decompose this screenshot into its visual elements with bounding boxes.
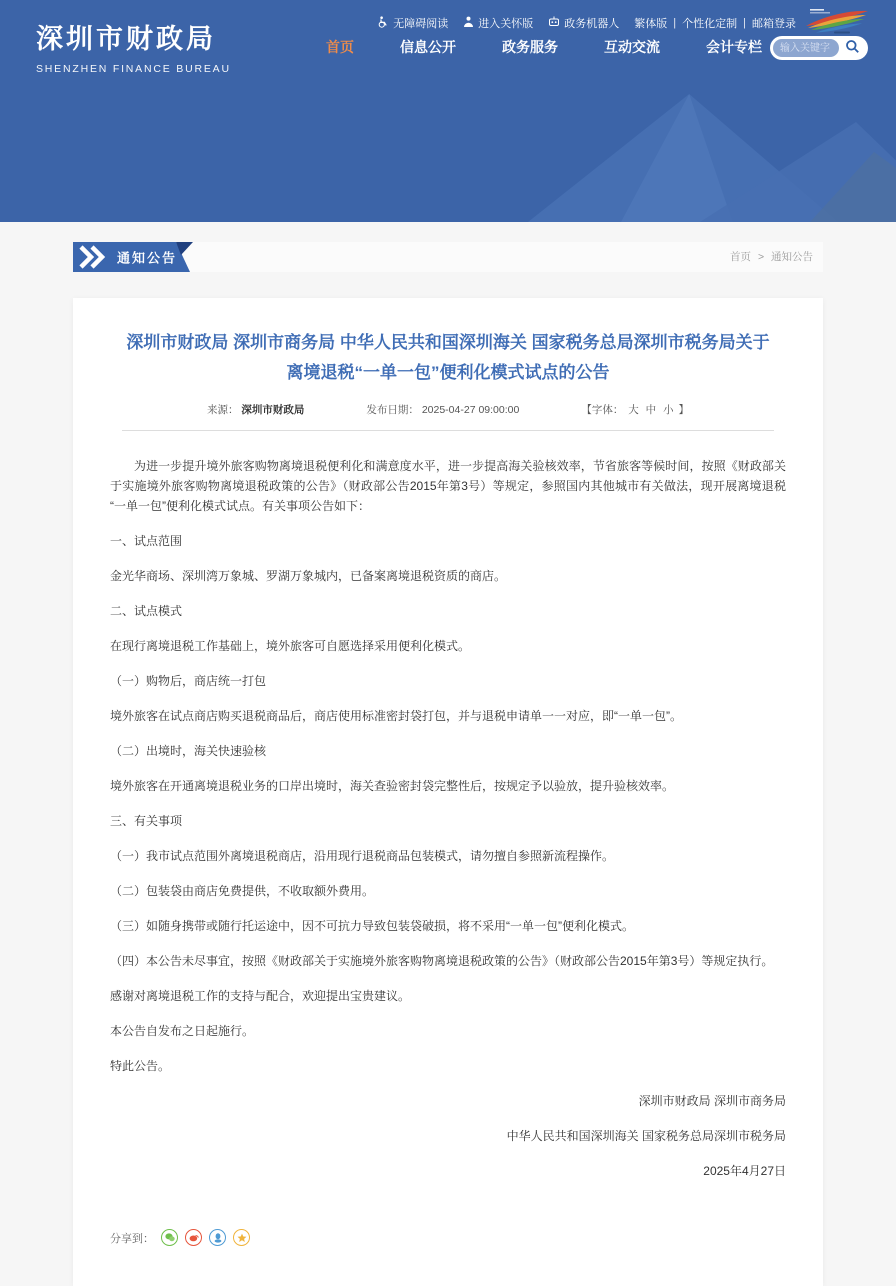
notice-banner-title: 通知公告: [117, 250, 178, 266]
paragraph: 一、试点范围: [110, 534, 183, 548]
search-icon: [845, 39, 860, 57]
robot-icon: [548, 16, 560, 31]
paragraph: 三、有关事项: [110, 814, 183, 828]
divider: |: [673, 17, 677, 29]
site-subtitle: SHENZHEN FINANCE BUREAU: [36, 63, 231, 75]
share-label: 分享到：: [110, 1232, 154, 1245]
nav-info-disclosure[interactable]: 信息公开: [400, 39, 456, 55]
signature-date: 2025年4月27日: [703, 1164, 786, 1178]
breadcrumb: [730, 242, 813, 272]
search-box: [770, 36, 868, 60]
paragraph: （一）购物后，商店统一打包: [110, 674, 267, 688]
wechat-share-icon[interactable]: [161, 1229, 178, 1246]
paragraph: 本公告自发布之日起施行。: [110, 1024, 255, 1038]
font-size-small[interactable]: 小: [663, 404, 674, 416]
divider: |: [743, 17, 746, 29]
signature-line: 中华人民共和国深圳海关 国家税务总局深圳市税务局: [506, 1129, 786, 1143]
meta-divider: [122, 430, 774, 431]
paragraph: 为进一步提升境外旅客购物离境退税便利化和满意度水平，进一步提高海关验核效率，节省旅客等候时间，按照《财政部关于实施境外旅客购物离境退税政策的公告》（财政部公告2015年第3号）等规定，参照国内其他城市有关做法，现开展离境退税“一单一包”便利化模式试点。有关事项公告如下：: [110, 459, 786, 513]
site-logo[interactable]: [36, 17, 231, 75]
section-strip: [73, 242, 823, 272]
paragraph: 在现行离境退税工作基础上，境外旅客可自愿选择采用便利化模式。: [110, 639, 471, 653]
article-title: 深圳市财政局 深圳市商务局 中华人民共和国深圳海关 国家税务总局深圳市税务局关于离境退税“一单一包”便利化模式试点的公告: [126, 333, 770, 382]
paragraph: 二、试点模式: [110, 604, 183, 618]
paragraph: 境外旅客在开通离境退税业务的口岸出境时，海关查验密封袋完整性后，按规定予以验放，提升验核效率。: [110, 779, 675, 793]
font-size-large[interactable]: 大: [628, 404, 639, 416]
qq-share-icon[interactable]: [209, 1229, 226, 1246]
article-meta: [110, 402, 786, 417]
header-hero: [0, 0, 896, 222]
paragraph: （一）我市试点范围外离境退税商店，沿用现行退税商品包装模式，请勿擅自参照新流程操作。: [110, 849, 615, 863]
breadcrumb-separator: >: [757, 251, 765, 263]
weibo-share-icon[interactable]: [185, 1229, 202, 1246]
site-title: 深圳市财政局: [36, 24, 216, 54]
nav-accounting-column[interactable]: 会计专栏: [706, 39, 762, 55]
signature-line: 深圳市财政局 深圳市商务局: [638, 1094, 786, 1108]
main-nav: [326, 37, 762, 57]
article-body: [110, 456, 786, 1181]
paragraph: （二）包装袋由商店免费提供，不收取额外费用。: [110, 884, 375, 898]
search-button[interactable]: [839, 39, 865, 57]
paragraph: （二）出境时，海关快速验核: [110, 744, 267, 758]
article-card: [73, 298, 823, 1286]
meta-date: 发布日期： 2025-04-27 09:00:00: [366, 404, 520, 416]
breadcrumb-current: 通知公告: [771, 251, 813, 263]
paragraph: 特此公告。: [110, 1059, 171, 1073]
gov-robot-link[interactable]: 政务机器人: [548, 15, 619, 31]
person-icon: [463, 16, 474, 31]
paragraph: 感谢对离境退税工作的支持与配合，欢迎提出宝贵建议。: [110, 989, 411, 1003]
font-size-switcher: 【字体： 大 中 小 】: [581, 404, 690, 416]
notice-ribbon: [73, 242, 209, 277]
meta-source-value: 深圳市财政局: [241, 404, 305, 416]
personalize-link[interactable]: 个性化定制: [682, 18, 738, 30]
traditional-version-link[interactable]: 繁体版: [634, 18, 668, 30]
nav-gov-services[interactable]: 政务服务: [502, 39, 558, 55]
mail-login-link[interactable]: 邮箱登录: [752, 18, 796, 30]
font-size-medium[interactable]: 中: [645, 404, 657, 416]
wheelchair-icon: [377, 16, 389, 31]
share-bar: [110, 1229, 786, 1246]
paragraph: （四）本公告未尽事宜，按照《财政部关于实施境外旅客购物离境退税政策的公告》（财政部公告2015年第3号）等规定执行。: [110, 954, 774, 968]
paragraph: （三）如随身携带或随行托运途中，因不可抗力导致包装袋破损，将不采用“一单一包”便利化模式。: [110, 919, 634, 933]
paragraph: 境外旅客在试点商店购买退税商品后，商店使用标准密封袋打包，并与退税申请单一一对应，即“一单一包”。: [110, 709, 682, 723]
nav-interaction[interactable]: 互动交流: [604, 39, 660, 55]
version-links: [634, 15, 796, 31]
accessibility-link[interactable]: 无障碍阅读: [377, 15, 448, 31]
qzone-share-icon[interactable]: [233, 1229, 250, 1246]
search-input[interactable]: [773, 39, 839, 57]
shenzhen-gov-swoosh-logo[interactable]: [804, 6, 870, 36]
care-version-link[interactable]: 进入关怀版: [463, 15, 533, 31]
utility-bar: [377, 15, 796, 31]
paragraph: 金光华商场、深圳湾万象城、罗湖万象城内，已备案离境退税资质的商店。: [110, 569, 507, 583]
meta-source: 来源： 深圳市财政局: [206, 404, 305, 416]
meta-date-value: 2025-04-27 09:00:00: [421, 404, 520, 416]
breadcrumb-home[interactable]: 首页: [730, 251, 752, 263]
nav-home[interactable]: 首页: [326, 39, 354, 55]
